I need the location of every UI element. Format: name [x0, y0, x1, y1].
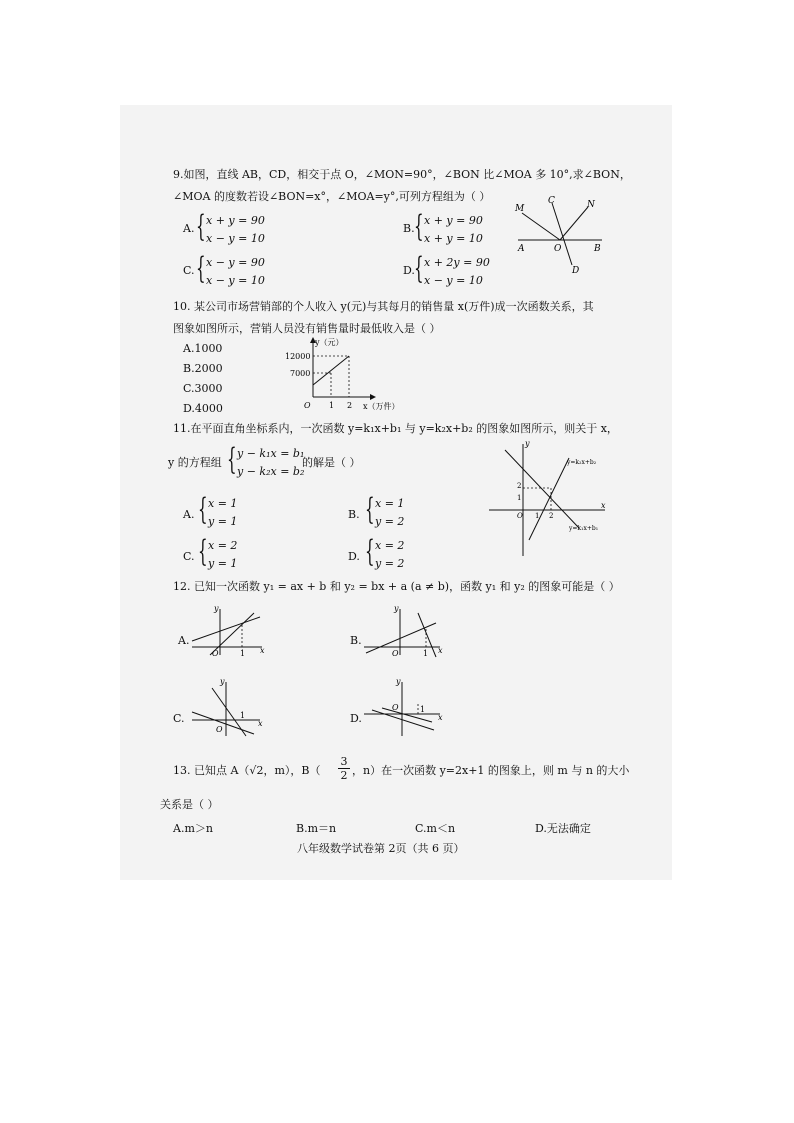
- q10-option-d[interactable]: D.4000: [183, 402, 223, 415]
- brace-icon: {: [365, 534, 375, 569]
- tick-2: 2: [347, 401, 353, 410]
- tick-1: 1: [329, 401, 335, 410]
- y-label: y: [394, 604, 399, 613]
- q13-option-d[interactable]: D.无法确定: [535, 822, 591, 835]
- line-k1-label: y=k₁x+b₁: [569, 525, 599, 532]
- q12-option-d-label[interactable]: D.: [350, 712, 362, 725]
- q13-option-b[interactable]: B.m＝n: [296, 822, 337, 835]
- y-label: y: [220, 677, 225, 686]
- q12-option-a-graph[interactable]: [190, 605, 270, 657]
- q9-option-c-label[interactable]: C.: [183, 264, 195, 277]
- q12-option-c-graph[interactable]: [190, 678, 270, 738]
- origin-label: O: [304, 401, 311, 410]
- equation-row: y − k₁x = b₁: [237, 447, 305, 460]
- tick-1: 1: [423, 649, 429, 658]
- ray-on: [560, 207, 588, 240]
- tick-1: 1: [240, 711, 246, 720]
- equation-row: x = 1: [208, 497, 238, 510]
- x-label: x: [438, 713, 443, 722]
- x-label: x: [258, 719, 263, 728]
- brace-icon: {: [196, 251, 206, 286]
- income-line: [313, 356, 349, 385]
- brace-icon: {: [227, 442, 237, 477]
- label-d: D: [572, 266, 580, 276]
- ray-om: [522, 213, 560, 240]
- q12-option-b-label[interactable]: B.: [350, 634, 362, 647]
- brace-icon: {: [196, 209, 206, 244]
- x-label: x: [601, 501, 606, 510]
- q13-line2: 关系是（ ）: [160, 798, 219, 811]
- tick-x1: 1: [535, 512, 540, 520]
- q11-line1: 11.在平面直角坐标系内，一次函数 y=k₁x+b₁ 与 y=k₂x+b₂ 的图象如图所示，则关于 x，: [173, 422, 618, 435]
- q11-option-d-label[interactable]: D.: [348, 550, 360, 563]
- line-cd: [552, 203, 572, 265]
- q10-option-b[interactable]: B.2000: [183, 362, 223, 375]
- y-label: y: [525, 439, 530, 448]
- q9-option-a-label[interactable]: A.: [183, 222, 195, 235]
- equation-row: x = 2: [375, 539, 405, 552]
- q9-line2: ∠MOA 的度数若设∠BON=x°，∠MOA=y°,可列方程组为（ ）: [173, 190, 491, 203]
- brace-icon: {: [365, 492, 375, 527]
- q12-option-d-graph[interactable]: [362, 678, 447, 738]
- tick-7000: 7000: [290, 369, 311, 378]
- origin-label: O: [216, 725, 223, 734]
- tick-y1: 1: [517, 494, 522, 502]
- equation-row: y − k₂x = b₂: [237, 465, 305, 478]
- x-arrow-icon: [370, 394, 376, 400]
- brace-icon: {: [198, 534, 208, 569]
- q9-angle-figure: [510, 195, 610, 275]
- q10-line1: 10. 某公司市场营销部的个人收入 y(元)与其每月的销售量 x(万件)成一次函数关系，其: [173, 300, 594, 313]
- brace-icon: {: [414, 209, 424, 244]
- q11-option-c-label[interactable]: C.: [183, 550, 195, 563]
- q9-option-d-label[interactable]: D.: [403, 264, 415, 277]
- equation-row: y = 2: [375, 557, 405, 570]
- x-label: x: [260, 646, 265, 655]
- fraction-denominator: 2: [338, 768, 350, 782]
- tick-x2: 2: [549, 512, 554, 520]
- equation-row: y = 1: [208, 557, 238, 570]
- label-a: A: [518, 244, 525, 254]
- tick-y2: 2: [517, 482, 522, 490]
- q12-line1: 12. 已知一次函数 y₁ = ax + b 和 y₂ = bx + a (a ≠ b)，函数 y₁ 和 y₂ 的图象可能是（ ）: [173, 580, 620, 593]
- q13-option-a[interactable]: A.m＞n: [173, 822, 213, 835]
- fraction-numerator: 3: [340, 755, 348, 768]
- q10-option-a[interactable]: A.1000: [183, 342, 223, 355]
- line-k2-label: y=k₂x+b₂: [567, 459, 597, 466]
- q12-option-c-label[interactable]: C.: [173, 712, 185, 725]
- equation-row: x + y = 10: [424, 232, 483, 245]
- q9-line1: 9.如图，直线 AB，CD，相交于点 O，∠MON=90°，∠BON 比∠MOA 多 10°,求∠BON，: [173, 168, 631, 181]
- equation-row: y = 2: [375, 515, 405, 528]
- label-b: B: [594, 244, 601, 254]
- q10-option-c[interactable]: C.3000: [183, 382, 223, 395]
- tick-1: 1: [420, 705, 426, 714]
- q13-fraction: [338, 755, 350, 782]
- q9-option-b-label[interactable]: B.: [403, 222, 415, 235]
- q12-option-a-label[interactable]: A.: [178, 634, 190, 647]
- label-o: O: [554, 244, 562, 254]
- label-m: M: [515, 204, 525, 214]
- tick-1: 1: [240, 649, 246, 658]
- brace-icon: {: [414, 251, 424, 286]
- q11-line2a: y 的方程组: [168, 456, 222, 469]
- origin-label: O: [212, 649, 219, 658]
- y-label: y: [214, 604, 219, 613]
- q11-option-b-label[interactable]: B.: [348, 508, 360, 521]
- origin-label: O: [392, 649, 399, 658]
- equation-row: x − y = 10: [206, 274, 265, 287]
- q11-line2b: 的解是（ ）: [302, 456, 361, 469]
- q11-option-a-label[interactable]: A.: [183, 508, 195, 521]
- equation-row: x + 2y = 90: [424, 256, 490, 269]
- label-c: C: [548, 196, 555, 206]
- equation-row: x + y = 90: [206, 214, 265, 227]
- q13-line1a: 13. 已知点 A（√2，m），B（: [173, 764, 321, 777]
- equation-row: x = 1: [375, 497, 405, 510]
- q13-line1b: ，n）在一次函数 y=2x+1 的图象上，则 m 与 n 的大小: [352, 764, 630, 777]
- equation-row: x − y = 10: [424, 274, 483, 287]
- q12-option-b-graph[interactable]: [362, 605, 447, 657]
- equation-row: x − y = 10: [206, 232, 265, 245]
- origin-label: O: [392, 703, 399, 712]
- brace-icon: {: [198, 492, 208, 527]
- page-footer: 八年级数学试卷第 2页（共 6 页）: [297, 842, 465, 855]
- q13-option-c[interactable]: C.m＜n: [415, 822, 456, 835]
- x-axis-label: x（万件）: [363, 402, 400, 411]
- equation-row: x = 2: [208, 539, 238, 552]
- equation-row: x − y = 90: [206, 256, 265, 269]
- y-axis-label: y（元）: [315, 338, 344, 347]
- tick-12000: 12000: [285, 352, 311, 361]
- origin-label: O: [517, 512, 523, 520]
- q10-line2: 图象如图所示，营销人员没有销售量时最低收入是（ ）: [173, 322, 441, 335]
- equation-row: x + y = 90: [424, 214, 483, 227]
- q10-graph: [285, 335, 410, 415]
- y-label: y: [396, 677, 401, 686]
- label-n: N: [587, 200, 595, 210]
- equation-row: y = 1: [208, 515, 238, 528]
- x-label: x: [438, 646, 443, 655]
- line-k2: [529, 458, 569, 540]
- q11-graph: [487, 440, 612, 560]
- line-y1: [192, 617, 260, 641]
